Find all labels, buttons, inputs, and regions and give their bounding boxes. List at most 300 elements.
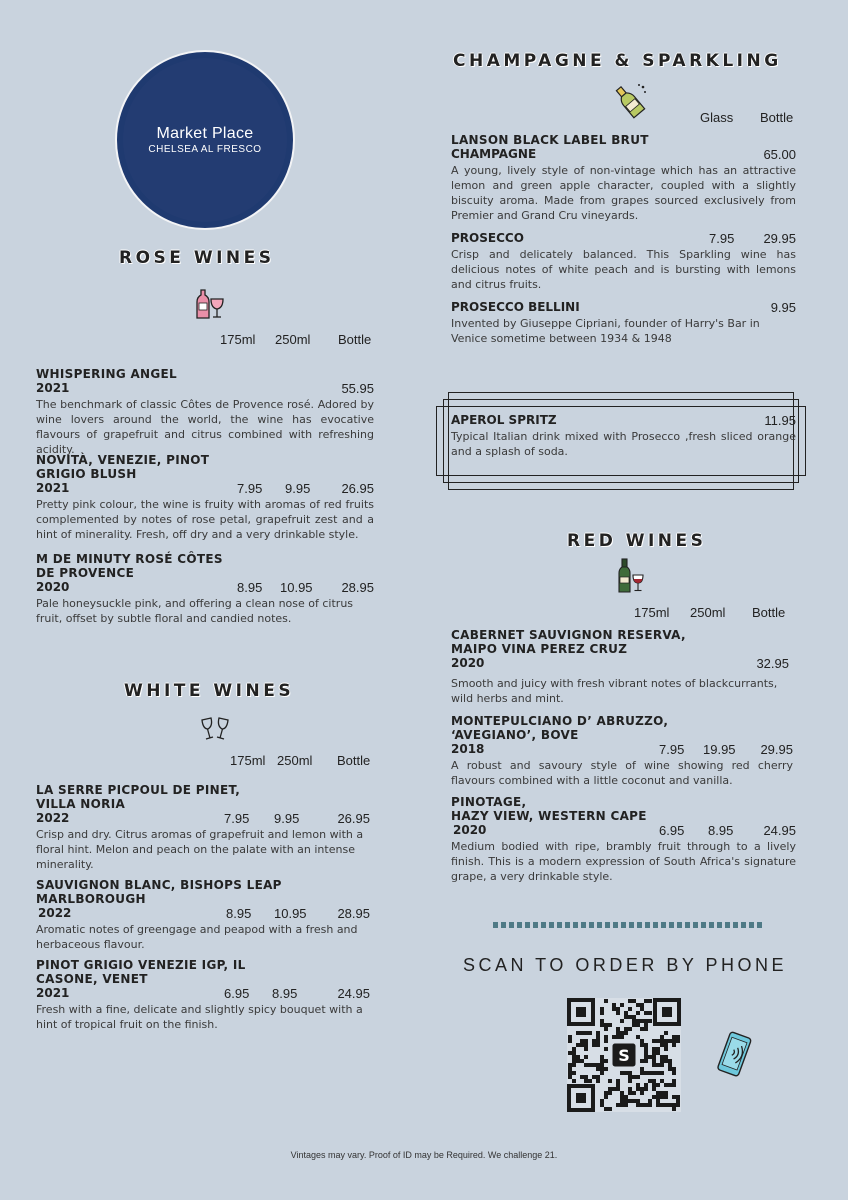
wine-name-line2: GRIGIO BLUSH xyxy=(36,467,137,481)
qr-module xyxy=(584,1075,588,1079)
qr-module xyxy=(672,1071,676,1075)
rose-wines-title: ROSE WINES xyxy=(119,248,275,268)
qr-module xyxy=(652,1055,656,1059)
qr-module xyxy=(604,1067,608,1071)
qr-module xyxy=(600,1007,604,1011)
wine-price-bottle: 26.95 xyxy=(341,481,374,496)
qr-module xyxy=(616,1035,620,1039)
qr-module xyxy=(672,1039,676,1043)
qr-module xyxy=(664,1091,668,1095)
qr-module xyxy=(644,999,648,1003)
qr-module xyxy=(568,1067,572,1071)
rose-header-175: 175ml xyxy=(220,332,256,347)
qr-module xyxy=(616,1079,620,1083)
white-header-bottle: Bottle xyxy=(337,753,371,768)
qr-module xyxy=(640,1003,644,1007)
wine-vintage: 2018 xyxy=(451,742,485,756)
logo-inner xyxy=(123,58,287,222)
qr-module xyxy=(640,1039,644,1043)
qr-module xyxy=(624,1099,628,1103)
qr-module xyxy=(608,1023,612,1027)
wine-price-250: 9.95 xyxy=(274,811,300,826)
wine-name-line2: CHAMPAGNE xyxy=(451,147,537,161)
wine-description: Crisp and delicately balanced. This Sparkling wine has delicious notes of white peach and is bursting with lemons and citrus fruits. xyxy=(451,248,796,291)
champagne-item-prosecco xyxy=(451,231,796,292)
wine-vintage: 2021 xyxy=(36,986,70,1000)
champagne-bottle-icon xyxy=(610,83,648,119)
wine-price-bottle: 28.95 xyxy=(337,906,370,921)
qr-module xyxy=(652,1087,656,1091)
qr-module xyxy=(620,1103,624,1107)
qr-module xyxy=(568,1063,572,1067)
qr-module xyxy=(672,1083,676,1087)
qr-module xyxy=(648,999,652,1003)
qr-module xyxy=(592,1063,596,1067)
qr-module xyxy=(620,1003,624,1007)
qr-module xyxy=(604,1027,608,1031)
qr-module xyxy=(600,1067,604,1071)
qr-module xyxy=(612,1087,616,1091)
qr-module xyxy=(632,1075,636,1079)
qr-module xyxy=(568,1051,572,1055)
qr-module xyxy=(636,1103,640,1107)
wine-price-250: 8.95 xyxy=(708,823,734,838)
wine-price-bottle: 29.95 xyxy=(760,742,793,757)
qr-module xyxy=(624,1015,628,1019)
qr-module xyxy=(648,1079,652,1083)
qr-module xyxy=(676,1035,680,1039)
qr-module xyxy=(584,1055,588,1059)
wine-name: SAUVIGNON BLANC, BISHOPS LEAP xyxy=(36,878,282,892)
qr-module xyxy=(628,1079,632,1083)
qr-module xyxy=(628,1027,632,1031)
qr-module xyxy=(660,1035,664,1039)
qr-module xyxy=(652,1079,656,1083)
qr-module xyxy=(580,1059,584,1063)
qr-module xyxy=(608,1107,612,1111)
qr-module xyxy=(588,1079,592,1083)
qr-module xyxy=(604,1035,608,1039)
wine-name: LA SERRE PICPOUL DE PINET, xyxy=(36,783,241,797)
qr-module xyxy=(664,1059,668,1063)
qr-module xyxy=(568,1071,572,1075)
wine-name-line2: MARLBOROUGH xyxy=(36,892,146,906)
qr-module xyxy=(660,1039,664,1043)
qr-module xyxy=(616,1027,620,1031)
wine-name: PINOTAGE, xyxy=(451,795,527,809)
qr-module xyxy=(668,1083,672,1087)
rose-header-bottle: Bottle xyxy=(338,332,372,347)
qr-module xyxy=(652,1071,656,1075)
qr-module xyxy=(656,1051,660,1055)
qr-module xyxy=(636,1075,640,1079)
qr-module xyxy=(652,1063,656,1067)
qr-module xyxy=(568,1075,572,1079)
white-item-pinot-grigio xyxy=(36,958,370,1032)
qr-module xyxy=(656,1071,660,1075)
qr-module xyxy=(600,1059,604,1063)
qr-module xyxy=(644,1023,648,1027)
wine-price-175: 7.95 xyxy=(224,811,250,826)
qr-module xyxy=(628,1075,632,1079)
qr-module xyxy=(640,1071,644,1075)
wine-price-bottle: 55.95 xyxy=(341,381,374,396)
qr-module xyxy=(612,1007,616,1011)
qr-module xyxy=(636,1099,640,1103)
qr-module xyxy=(576,1055,580,1059)
wine-name-line2: DE PROVENCE xyxy=(36,566,135,580)
qr-module xyxy=(632,1023,636,1027)
qr-module xyxy=(616,1007,620,1011)
logo-title: Market Place xyxy=(156,125,254,142)
wine-price-175: 7.95 xyxy=(659,742,685,757)
logo-badge xyxy=(115,50,295,230)
qr-module xyxy=(648,1011,652,1015)
qr-module xyxy=(584,1063,588,1067)
qr-module xyxy=(660,1079,664,1083)
qr-module xyxy=(644,1083,648,1087)
wine-vintage: 2021 xyxy=(36,481,70,495)
qr-module xyxy=(644,1027,648,1031)
wine-name: M DE MINUTY ROSÉ CÔTES xyxy=(36,552,223,566)
qr-module xyxy=(616,1083,620,1087)
rose-item-novita xyxy=(36,453,374,542)
qr-module xyxy=(616,1031,620,1035)
qr-module xyxy=(600,1071,604,1075)
white-header-175: 175ml xyxy=(230,753,266,768)
qr-module xyxy=(596,1035,600,1039)
wine-price-bottle: 24.95 xyxy=(763,823,796,838)
qr-module xyxy=(596,1043,600,1047)
qr-module xyxy=(572,1051,576,1055)
qr-module xyxy=(672,1103,676,1107)
rose-wine-icon xyxy=(193,287,227,321)
qr-module xyxy=(596,1063,600,1067)
wine-description: Smooth and juicy with fresh vibrant notes of blackcurrants, wild herbs and mint. xyxy=(451,677,778,705)
qr-module xyxy=(628,1007,632,1011)
qr-module xyxy=(672,1107,676,1111)
wine-name: PROSECCO BELLINI xyxy=(451,300,580,314)
qr-module xyxy=(628,1015,632,1019)
qr-module xyxy=(676,1039,680,1043)
qr-module xyxy=(592,1039,596,1043)
wine-name-line2: CASONE, VENET xyxy=(36,972,148,986)
qr-module xyxy=(620,1095,624,1099)
qr-module xyxy=(660,1063,664,1067)
qr-module xyxy=(596,1067,600,1071)
red-wine-icon xyxy=(617,558,647,594)
qr-module xyxy=(676,1103,680,1107)
qr-module xyxy=(596,1031,600,1035)
qr-module xyxy=(600,1055,604,1059)
aperol-spritz-item xyxy=(451,413,796,459)
qr-module xyxy=(580,1031,584,1035)
qr-module xyxy=(620,1099,624,1103)
qr-module xyxy=(664,1095,668,1099)
qr-module xyxy=(568,1039,572,1043)
qr-module xyxy=(600,1063,604,1067)
qr-module xyxy=(648,1071,652,1075)
wine-price-bottle: 9.95 xyxy=(770,300,796,315)
wine-price-250: 9.95 xyxy=(285,481,311,496)
qr-module xyxy=(600,1019,604,1023)
qr-module xyxy=(644,1019,648,1023)
white-item-sauvignon-blanc xyxy=(36,878,370,952)
qr-module xyxy=(640,1007,644,1011)
wine-price-175: 7.95 xyxy=(237,481,263,496)
red-header-bottle: Bottle xyxy=(752,605,786,620)
qr-module xyxy=(604,1091,608,1095)
qr-module xyxy=(640,1043,644,1047)
qr-module xyxy=(644,1071,648,1075)
dotted-divider xyxy=(493,922,765,928)
qr-module xyxy=(660,1071,664,1075)
qr-module xyxy=(600,1103,604,1107)
qr-module xyxy=(636,1011,640,1015)
wine-description: Medium bodied with ripe, brambly fruit through to a lively finish. This is a modern expression of South Africa's signature grape, a very drinkable style. xyxy=(451,840,796,883)
qr-module xyxy=(580,1075,584,1079)
qr-module xyxy=(648,1103,652,1107)
wine-price-250: 10.95 xyxy=(274,906,307,921)
qr-module xyxy=(616,1087,620,1091)
champagne-title: CHAMPAGNE & SPARKLING xyxy=(453,51,782,71)
red-item-montepulciano xyxy=(451,714,793,788)
aperol-description: Typical Italian drink mixed with Prosecco ,fresh sliced orange and a splash of soda. xyxy=(451,430,796,458)
wine-description: Aromatic notes of greengage and peapod with a fresh and herbaceous flavour. xyxy=(36,923,358,951)
wine-price-175: 8.95 xyxy=(237,580,263,595)
qr-module xyxy=(576,1059,580,1063)
qr-module xyxy=(660,1091,664,1095)
wine-name: MONTEPULCIANO D’ ABRUZZO, xyxy=(451,714,669,728)
wine-name-line2: HAZY VIEW, WESTERN CAPE xyxy=(451,809,647,823)
qr-module xyxy=(588,1063,592,1067)
wine-name: WHISPERING ANGEL xyxy=(36,367,177,381)
qr-module xyxy=(604,1095,608,1099)
wine-description: Fresh with a fine, delicate and slightly spicy bouquet with a hint of tropical fruit on the finish. xyxy=(36,1003,363,1031)
wine-price-glass: 7.95 xyxy=(709,231,735,246)
qr-module xyxy=(584,1043,588,1047)
qr-module xyxy=(644,1011,648,1015)
wine-description: Pretty pink colour, the wine is fruity with aromas of red fruits complemented by notes of rose petal, grapefruit zest and a hint of minerality. Fresh, off dry and a very drinkable style. xyxy=(36,498,374,541)
qr-module xyxy=(644,1055,648,1059)
qr-module xyxy=(620,1019,624,1023)
qr-module xyxy=(624,1027,628,1031)
qr-module xyxy=(656,1063,660,1067)
wine-description: The benchmark of classic Côtes de Provence rosé. Adored by wine lovers around the world, the wine has evocative flavours of grapefruit and citrus combined with refreshing acidity. xyxy=(36,398,374,456)
qr-module xyxy=(644,1059,648,1063)
qr-module xyxy=(576,1043,580,1047)
red-item-cabernet xyxy=(451,628,789,706)
qr-module xyxy=(632,1099,636,1103)
qr-module xyxy=(664,1043,668,1047)
qr-module xyxy=(632,1015,636,1019)
qr-module xyxy=(664,1055,668,1059)
wine-price-175: 6.95 xyxy=(224,986,250,1001)
qr-module xyxy=(668,1067,672,1071)
qr-module xyxy=(660,1055,664,1059)
qr-module xyxy=(664,1103,668,1107)
qr-module xyxy=(652,1095,656,1099)
qr-module xyxy=(604,1039,608,1043)
qr-module xyxy=(636,1035,640,1039)
wine-name: LANSON BLACK LABEL BRUT xyxy=(451,133,649,147)
qr-module xyxy=(676,1099,680,1103)
qr-module xyxy=(644,1047,648,1051)
qr-module xyxy=(652,1051,656,1055)
red-wines-title: RED WINES xyxy=(567,531,707,551)
qr-module xyxy=(652,1059,656,1063)
qr-module xyxy=(632,999,636,1003)
wine-name-line2: ‘AVEGIANO’, BOVE xyxy=(451,728,579,742)
qr-module xyxy=(628,1071,632,1075)
qr-module xyxy=(656,1103,660,1107)
qr-module xyxy=(604,1059,608,1063)
qr-module xyxy=(668,1103,672,1107)
footer-note: Vintages may vary. Proof of ID may be Required. We challenge 21. xyxy=(290,1150,558,1160)
qr-module xyxy=(668,1039,672,1043)
qr-module xyxy=(588,1031,592,1035)
qr-module xyxy=(584,1079,588,1083)
wine-name-line2: MAIPO VINA PEREZ CRUZ xyxy=(451,642,628,656)
qr-module xyxy=(672,1035,676,1039)
rose-item-whispering-angel xyxy=(36,367,374,457)
qr-module xyxy=(664,1039,668,1043)
qr-module xyxy=(664,1031,668,1035)
wine-name: PINOT GRIGIO VENEZIE IGP, IL xyxy=(36,958,246,972)
qr-module xyxy=(624,1071,628,1075)
wine-price-250: 8.95 xyxy=(272,986,298,1001)
champagne-item-lanson xyxy=(451,133,796,223)
qr-module xyxy=(616,1103,620,1107)
qr-module xyxy=(632,1019,636,1023)
qr-module xyxy=(660,1095,664,1099)
aperol-price: 11.95 xyxy=(764,413,796,428)
wine-price-bottle: 32.95 xyxy=(756,656,789,671)
qr-module xyxy=(648,1099,652,1103)
white-item-la-serre xyxy=(36,783,370,872)
phone-tap-icon xyxy=(712,1030,756,1080)
qr-module xyxy=(656,1047,660,1051)
qr-module xyxy=(648,1055,652,1059)
wine-price-bottle: 65.00 xyxy=(763,147,796,162)
qr-module xyxy=(620,1031,624,1035)
qr-module xyxy=(624,1103,628,1107)
qr-module xyxy=(664,1083,668,1087)
qr-module xyxy=(612,1035,616,1039)
red-header-175: 175ml xyxy=(634,605,670,620)
qr-module xyxy=(644,1103,648,1107)
qr-module xyxy=(604,1047,608,1051)
qr-module xyxy=(600,1023,604,1027)
rose-header-250: 250ml xyxy=(275,332,311,347)
qr-code-icon[interactable] xyxy=(567,998,681,1112)
qr-module xyxy=(672,1043,676,1047)
qr-module xyxy=(604,1107,608,1111)
qr-module xyxy=(620,1035,624,1039)
qr-module xyxy=(584,1031,588,1035)
wine-price-bottle: 29.95 xyxy=(763,231,796,246)
scan-to-order-text: SCAN TO ORDER BY PHONE xyxy=(463,955,788,975)
qr-module xyxy=(620,1091,624,1095)
qr-module xyxy=(656,1095,660,1099)
qr-module xyxy=(572,1059,576,1063)
qr-module xyxy=(628,1087,632,1091)
qr-module xyxy=(640,1027,644,1031)
qr-module xyxy=(628,999,632,1003)
wine-description: A robust and savoury style of wine showing red cherry flavours combined with a little coconut and vanilla. xyxy=(451,759,793,787)
wine-price-175: 8.95 xyxy=(226,906,252,921)
qr-module xyxy=(584,1039,588,1043)
qr-module xyxy=(596,1079,600,1083)
rose-item-m-de-minuty xyxy=(36,552,374,626)
wine-description: Pale honeysuckle pink, and offering a clean nose of citrus fruit, offset by subtle floral and candied notes. xyxy=(36,597,354,625)
qr-module xyxy=(640,1059,644,1063)
qr-module xyxy=(604,1023,608,1027)
qr-module xyxy=(656,1083,660,1087)
qr-module xyxy=(608,1091,612,1095)
wine-vintage: 2020 xyxy=(451,656,485,670)
qr-module xyxy=(636,1003,640,1007)
qr-module xyxy=(672,1067,676,1071)
qr-module xyxy=(580,1039,584,1043)
wine-name: PROSECCO xyxy=(451,231,524,245)
qr-module xyxy=(640,1091,644,1095)
logo-subtitle: CHELSEA AL FRESCO xyxy=(148,144,262,155)
qr-module xyxy=(624,1011,628,1015)
qr-module xyxy=(572,1071,576,1075)
qr-module xyxy=(652,1083,656,1087)
wine-vintage: 2021 xyxy=(36,381,70,395)
qr-module xyxy=(660,1103,664,1107)
qr-module xyxy=(640,1019,644,1023)
qr-module xyxy=(596,1075,600,1079)
champagne-item-bellini xyxy=(451,300,796,346)
qr-module xyxy=(596,1039,600,1043)
qr-module xyxy=(644,1087,648,1091)
qr-module xyxy=(636,1019,640,1023)
qr-module xyxy=(644,1051,648,1055)
qr-module xyxy=(568,1035,572,1039)
qr-module xyxy=(656,1091,660,1095)
wine-price-bottle: 28.95 xyxy=(341,580,374,595)
wine-price-250: 19.95 xyxy=(703,742,736,757)
wine-name: CABERNET SAUVIGNON RESERVA, xyxy=(451,628,686,642)
qr-module xyxy=(576,1031,580,1035)
qr-module xyxy=(592,1043,596,1047)
qr-module xyxy=(636,1023,640,1027)
qr-module xyxy=(648,1019,652,1023)
qr-module xyxy=(652,1047,656,1051)
qr-module xyxy=(676,1095,680,1099)
champagne-header-glass: Glass xyxy=(700,110,734,125)
qr-module xyxy=(624,1031,628,1035)
white-wine-cheers-icon xyxy=(199,715,231,743)
qr-module xyxy=(572,1055,576,1059)
white-wines-title: WHITE WINES xyxy=(124,681,295,701)
qr-module xyxy=(656,1039,660,1043)
red-item-pinotage xyxy=(451,795,796,884)
qr-module xyxy=(636,1083,640,1087)
wine-vintage: 2022 xyxy=(36,811,70,825)
wine-vintage: 2020 xyxy=(453,823,487,837)
wine-price-175: 6.95 xyxy=(659,823,685,838)
qr-module xyxy=(652,1039,656,1043)
qr-module xyxy=(628,1091,632,1095)
white-header-250: 250ml xyxy=(277,753,313,768)
wine-description: Invented by Giuseppe Cipriani, founder of Harry's Bar in Venice sometime between 1934 & 1948 xyxy=(451,317,760,345)
qr-module xyxy=(640,1067,644,1071)
qr-module xyxy=(616,1011,620,1015)
